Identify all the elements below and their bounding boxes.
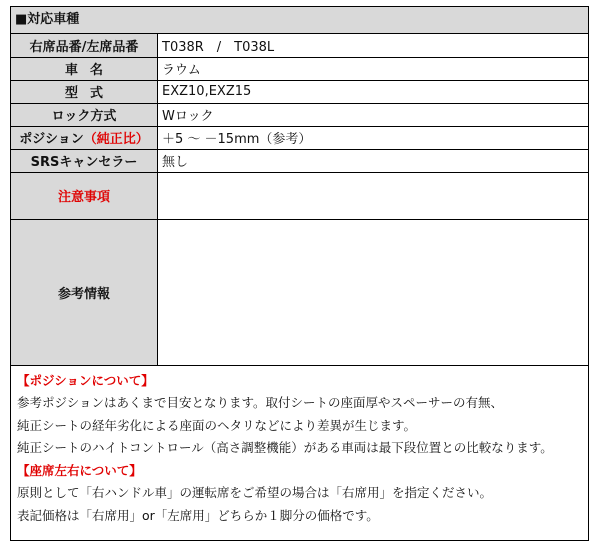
car-name-label-text: 車名 bbox=[64, 63, 115, 78]
table-row bbox=[11, 34, 588, 57]
model-label-text: 型式 bbox=[64, 86, 115, 101]
row-label-part-number: 右席品番/左席品番 bbox=[11, 34, 158, 57]
row-value-car-name: ラウム bbox=[158, 57, 589, 80]
notes-line: 参考ポジションはあくまで目安となります。取付シートの座面厚やスペーサーの有無、 bbox=[17, 395, 503, 410]
row-label-reference: 参考情報 bbox=[11, 219, 158, 365]
table-row bbox=[11, 126, 588, 149]
spec-table bbox=[11, 34, 588, 366]
table-row bbox=[11, 172, 588, 219]
seat-notes-heading: 【座席左右について】 bbox=[17, 462, 142, 478]
table-row bbox=[11, 103, 588, 126]
table-row bbox=[11, 80, 588, 103]
row-label-model bbox=[11, 80, 158, 103]
row-label-car-name bbox=[11, 57, 158, 80]
notes-line: 純正シートの経年劣化による座面のヘタリなどにより差異が生じます。 bbox=[17, 417, 417, 433]
row-value-part-number: T038R / T038L bbox=[158, 34, 589, 57]
row-value-reference bbox=[158, 219, 589, 365]
row-value-position: ＋5 〜 －15mm（参考） bbox=[158, 126, 589, 149]
table-row bbox=[11, 57, 588, 80]
table-row bbox=[11, 219, 588, 365]
row-value-lock-type: Wロック bbox=[158, 103, 589, 126]
row-label-position bbox=[11, 126, 158, 149]
position-label-note: （純正比） bbox=[83, 132, 149, 147]
section-title: ■対応車種 bbox=[11, 7, 588, 34]
position-notes-heading: 【ポジションについて】 bbox=[17, 372, 154, 388]
row-label-srs-canceller: SRSキャンセラー bbox=[11, 149, 158, 172]
table-row bbox=[11, 149, 588, 172]
compatibility-sheet bbox=[10, 6, 589, 541]
notes-line: 純正シートのハイトコントロール（高さ調整機能）がある車両は最下段位置との比較なります。 bbox=[17, 440, 553, 455]
row-value-model: EXZ10,EXZ15 bbox=[158, 80, 589, 103]
row-label-lock-type: ロック方式 bbox=[11, 103, 158, 126]
notes-section bbox=[11, 366, 588, 528]
row-value-srs-canceller: 無し bbox=[158, 149, 589, 172]
notes-line: 表記価格は「右席用」or「左席用」どちらか１脚分の価格です。 bbox=[17, 507, 379, 523]
notes-line: 原則として「右ハンドル車」の運転席をご希望の場合は「右席用」を指定ください。 bbox=[17, 485, 493, 500]
position-label-text: ポジション bbox=[19, 132, 84, 147]
row-label-cautions: 注意事項 bbox=[11, 172, 158, 219]
row-value-cautions bbox=[158, 172, 589, 219]
